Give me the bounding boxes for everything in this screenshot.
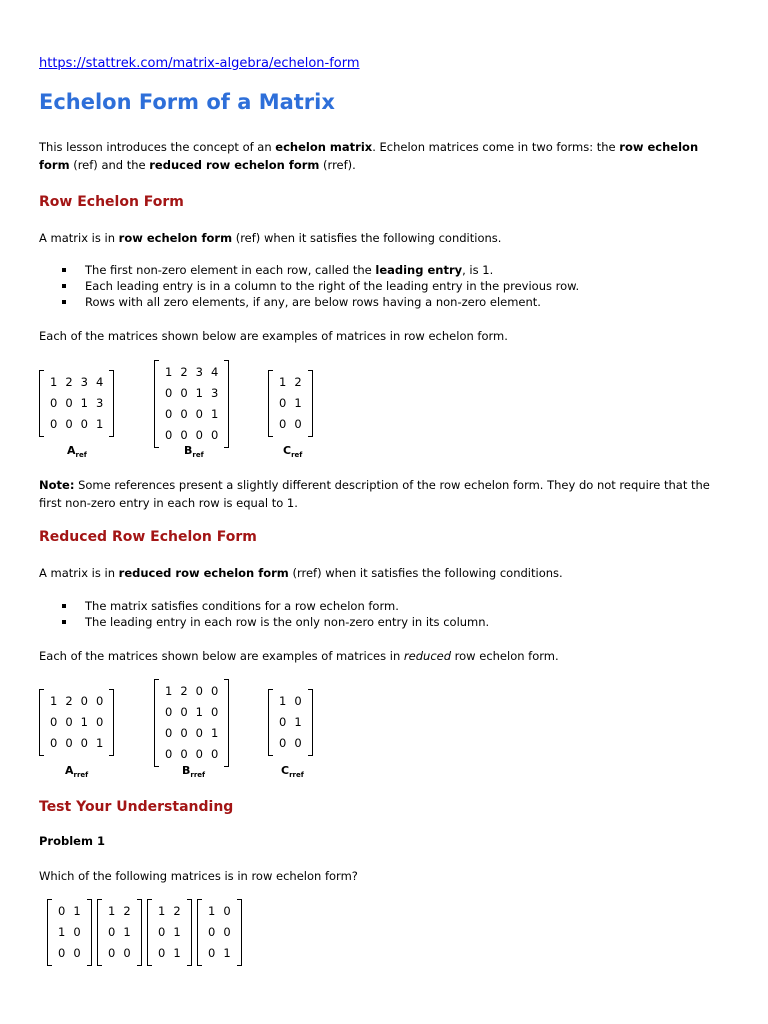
matrix-cell: 1 xyxy=(165,684,173,698)
matrix-cell: 0 xyxy=(165,407,173,421)
matrix-row xyxy=(104,922,135,943)
matrix-row xyxy=(54,943,85,964)
matrix-row xyxy=(161,425,222,446)
matrix-cell: 0 xyxy=(208,925,216,939)
matrix-cell: 1 xyxy=(210,726,219,740)
matrix-label: $B_{ref}$ xyxy=(184,444,204,460)
matrix-cell: 0 xyxy=(108,925,116,939)
matrix-cell: 1 xyxy=(294,396,302,410)
matrix-cell: 1 xyxy=(58,925,66,939)
answer-matrix-3 xyxy=(147,899,192,966)
matrix-row xyxy=(161,702,222,723)
matrix-cell: 1 xyxy=(195,386,203,400)
matrix-cell: 0 xyxy=(195,407,203,421)
matrix-cell: 0 xyxy=(180,428,188,442)
matrix-cell: 0 xyxy=(80,694,88,708)
matrix-cell: 3 xyxy=(195,365,203,379)
bullet-icon xyxy=(62,620,66,624)
matrix-cell: 0 xyxy=(158,946,166,960)
matrix-cell: 0 xyxy=(180,726,188,740)
matrix-cell: 0 xyxy=(95,694,104,708)
matrix-cell: 0 xyxy=(195,428,203,442)
matrix-row xyxy=(161,404,222,425)
matrix-row xyxy=(204,943,235,964)
matrix-row xyxy=(104,901,135,922)
matrix-cell: 0 xyxy=(279,736,287,750)
matrix-cell: 0 xyxy=(65,736,73,750)
matrix-cell: 0 xyxy=(50,417,58,431)
matrix-row xyxy=(54,922,85,943)
bullet-icon xyxy=(62,604,66,608)
matrix-cell: 1 xyxy=(95,417,104,431)
matrix-row xyxy=(161,362,222,383)
matrix-row xyxy=(154,922,185,943)
matrix-row xyxy=(154,901,185,922)
matrix-cell: 0 xyxy=(210,705,219,719)
term-echelon-matrix: echelon matrix xyxy=(275,140,373,154)
bullet-icon xyxy=(62,268,66,272)
matrix-cell: 0 xyxy=(50,396,58,410)
matrix-cell: 1 xyxy=(80,396,88,410)
matrix-cell: 2 xyxy=(65,694,73,708)
matrix-row xyxy=(275,712,306,733)
matrix-cell: 0 xyxy=(294,694,302,708)
matrix-cell: 1 xyxy=(208,904,216,918)
matrix-row xyxy=(161,723,222,744)
matrix-cell: 1 xyxy=(294,715,302,729)
matrix-a-ref xyxy=(39,370,114,437)
matrix-row xyxy=(46,372,107,393)
matrix-cell: 1 xyxy=(195,705,203,719)
matrix-row xyxy=(161,681,222,702)
bullet-icon xyxy=(62,300,66,304)
matrix-cell: 0 xyxy=(210,428,219,442)
matrix-cell: 3 xyxy=(80,375,88,389)
matrix-row xyxy=(275,691,306,712)
matrix-cell: 1 xyxy=(279,375,287,389)
matrix-cell: 2 xyxy=(180,684,188,698)
matrix-cell: 0 xyxy=(50,715,58,729)
matrix-cell: 1 xyxy=(123,925,131,939)
bullet-icon xyxy=(62,284,66,288)
ref-conditions-list xyxy=(62,262,579,310)
list-item: The leading entry in each row is the only non-zero entry in its column. xyxy=(62,614,489,630)
intro-paragraph: This lesson introduces the concept of an echelon matrix. Echelon matrices come in two forms: the row echelon form (ref) and the reduced row echelon form (rref). xyxy=(39,140,699,172)
matrix-cell: 0 xyxy=(195,747,203,761)
matrix-cell: 3 xyxy=(95,396,104,410)
matrix-cell: 0 xyxy=(165,428,173,442)
problem-question: Which of the following matrices is in row echelon form? xyxy=(39,869,358,883)
matrix-cell: 1 xyxy=(50,694,58,708)
matrix-label: $B_{rref}$ xyxy=(182,764,206,780)
matrix-cell: 1 xyxy=(158,904,166,918)
matrix-cell: 1 xyxy=(95,736,104,750)
matrix-cell: 0 xyxy=(58,904,66,918)
matrix-row xyxy=(161,744,222,765)
section-heading-rref: Reduced Row Echelon Form xyxy=(39,529,257,545)
matrix-cell: 1 xyxy=(80,715,88,729)
matrix-cell: 0 xyxy=(294,417,302,431)
note-paragraph: Note: Some references present a slightly different description of the row echelon form. They do not require that the first non-zero entry in each row is equal to 1. xyxy=(39,478,710,510)
rref-definition: A matrix is in reduced row echelon form (rref) when it satisfies the following conditions. xyxy=(39,566,563,580)
matrix-cell: 0 xyxy=(180,705,188,719)
matrix-cell: 0 xyxy=(279,396,287,410)
matrix-cell: 0 xyxy=(210,747,219,761)
rref-examples-intro: Each of the matrices shown below are examples of matrices in reduced row echelon form. xyxy=(39,649,559,663)
matrix-cell: 0 xyxy=(195,684,203,698)
section-heading-test: Test Your Understanding xyxy=(39,799,234,815)
matrix-cell: 1 xyxy=(165,365,173,379)
problem-heading: Problem 1 xyxy=(39,834,105,848)
matrix-cell: 0 xyxy=(223,925,231,939)
matrix-cell: 0 xyxy=(210,684,219,698)
matrix-a-rref xyxy=(39,689,114,756)
matrix-row xyxy=(204,901,235,922)
matrix-cell: 1 xyxy=(223,946,231,960)
matrix-row xyxy=(46,733,107,754)
matrix-row xyxy=(275,733,306,754)
matrix-cell: 0 xyxy=(65,715,73,729)
matrix-cell: 2 xyxy=(294,375,302,389)
matrix-cell: 1 xyxy=(279,694,287,708)
matrix-cell: 0 xyxy=(65,417,73,431)
matrix-row xyxy=(46,691,107,712)
rref-conditions-list xyxy=(62,598,489,630)
matrix-label: $C_{rref}$ xyxy=(281,764,304,780)
matrix-cell: 0 xyxy=(165,747,173,761)
answer-matrix-4 xyxy=(197,899,242,966)
matrix-cell: 0 xyxy=(50,736,58,750)
matrix-cell: 2 xyxy=(173,904,181,918)
matrix-row xyxy=(161,383,222,404)
matrix-label: $C_{ref}$ xyxy=(283,444,303,460)
matrix-row xyxy=(54,901,85,922)
answer-matrix-1 xyxy=(47,899,92,966)
page-title: Echelon Form of a Matrix xyxy=(39,90,335,114)
note-label: Note: xyxy=(39,478,75,492)
matrix-cell: 4 xyxy=(210,365,219,379)
matrix-row xyxy=(46,393,107,414)
matrix-cell: 0 xyxy=(58,946,66,960)
matrix-cell: 1 xyxy=(108,904,116,918)
matrix-cell: 1 xyxy=(210,407,219,421)
matrix-cell: 1 xyxy=(50,375,58,389)
answer-matrix-2 xyxy=(97,899,142,966)
matrix-row xyxy=(275,393,306,414)
matrix-cell: 0 xyxy=(123,946,131,960)
list-item: Each leading entry is in a column to the right of the leading entry in the previous row. xyxy=(62,278,579,294)
matrix-row xyxy=(275,372,306,393)
matrix-cell: 0 xyxy=(165,726,173,740)
matrix-cell: 0 xyxy=(279,417,287,431)
matrix-cell: 0 xyxy=(158,925,166,939)
matrix-cell: 0 xyxy=(73,946,81,960)
matrix-cell: 1 xyxy=(73,904,81,918)
matrix-cell: 0 xyxy=(180,386,188,400)
matrix-cell: 0 xyxy=(73,925,81,939)
matrix-cell: 0 xyxy=(80,417,88,431)
matrix-row xyxy=(204,922,235,943)
matrix-label: $A_{ref}$ xyxy=(67,444,87,460)
matrix-cell: 0 xyxy=(180,747,188,761)
matrix-cell: 2 xyxy=(180,365,188,379)
matrix-cell: 0 xyxy=(180,407,188,421)
matrix-cell: 0 xyxy=(65,396,73,410)
matrix-cell: 0 xyxy=(108,946,116,960)
matrix-cell: 1 xyxy=(173,925,181,939)
matrix-cell: 2 xyxy=(65,375,73,389)
matrix-cell: 2 xyxy=(123,904,131,918)
matrix-row xyxy=(46,414,107,435)
matrix-cell: 4 xyxy=(95,375,104,389)
matrix-cell: 0 xyxy=(80,736,88,750)
matrix-cell: 0 xyxy=(165,386,173,400)
matrix-b-ref xyxy=(154,360,229,448)
source-link[interactable]: https://stattrek.com/matrix-algebra/echelon-form xyxy=(39,56,360,71)
matrix-cell: 0 xyxy=(95,715,104,729)
term-row-echelon-form: row echelon form xyxy=(39,140,699,172)
list-item: The matrix satisfies conditions for a row echelon form. xyxy=(62,598,489,614)
matrix-cell: 0 xyxy=(208,946,216,960)
matrix-cell: 0 xyxy=(195,726,203,740)
list-item: Rows with all zero elements, if any, are below rows having a non-zero element. xyxy=(62,294,579,310)
term-reduced-row-echelon-form: reduced row echelon form xyxy=(149,158,320,172)
list-item: The first non-zero element in each row, called the leading entry, is 1. xyxy=(62,262,579,278)
matrix-b-rref xyxy=(154,679,229,767)
section-heading-ref: Row Echelon Form xyxy=(39,194,184,210)
matrix-label: $A_{rref}$ xyxy=(65,764,89,780)
ref-definition: A matrix is in row echelon form (ref) when it satisfies the following conditions. xyxy=(39,231,502,245)
matrix-row xyxy=(46,712,107,733)
matrix-c-rref xyxy=(268,689,313,756)
matrix-cell: 0 xyxy=(165,705,173,719)
matrix-cell: 0 xyxy=(223,904,231,918)
ref-examples-intro: Each of the matrices shown below are examples of matrices in row echelon form. xyxy=(39,329,508,343)
matrix-cell: 3 xyxy=(210,386,219,400)
matrix-c-ref xyxy=(268,370,313,437)
matrix-cell: 1 xyxy=(173,946,181,960)
matrix-row xyxy=(104,943,135,964)
matrix-cell: 0 xyxy=(279,715,287,729)
matrix-row xyxy=(275,414,306,435)
matrix-cell: 0 xyxy=(294,736,302,750)
matrix-row xyxy=(154,943,185,964)
